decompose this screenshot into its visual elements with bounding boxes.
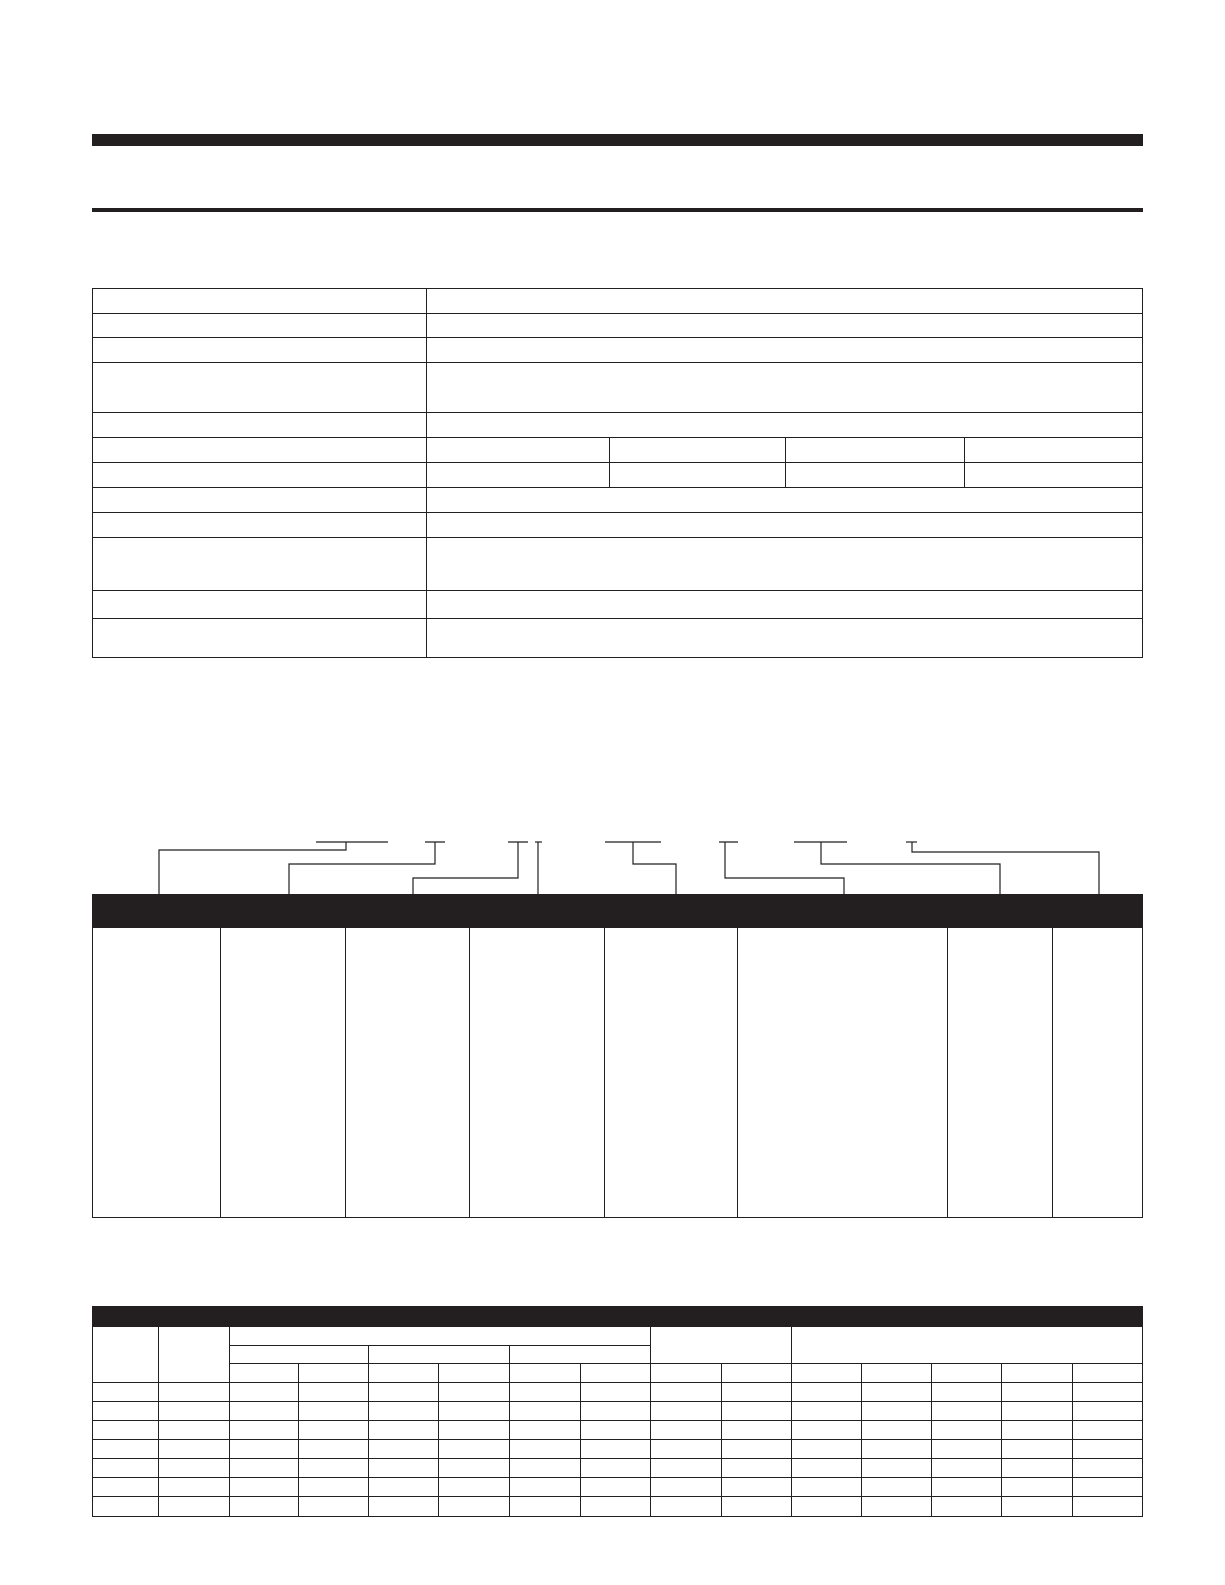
spec-label	[93, 438, 427, 462]
spec-subvalue	[965, 463, 1142, 487]
grid-line	[229, 1327, 230, 1517]
spec-subvalue	[610, 463, 786, 487]
spec-label	[93, 289, 427, 313]
spec-subvalue	[786, 438, 965, 462]
spec-value	[427, 488, 1142, 512]
spec-row	[93, 538, 1142, 591]
spec-row	[93, 513, 1142, 538]
grid-line	[861, 1363, 862, 1517]
spec-label	[93, 538, 427, 590]
spec-row	[93, 363, 1142, 413]
leader-line	[633, 842, 676, 894]
spec-value	[427, 363, 1142, 412]
grid-line	[368, 1345, 369, 1517]
ordering-column	[738, 928, 948, 1217]
ordering-column	[346, 928, 470, 1217]
spec-value	[427, 591, 1142, 618]
spec-label	[93, 363, 427, 412]
spec-row	[93, 488, 1142, 513]
spec-label	[93, 619, 427, 658]
spec-label	[93, 513, 427, 537]
ordering-column	[93, 928, 221, 1217]
spec-row	[93, 463, 1142, 488]
dimension-table-header	[92, 1306, 1143, 1327]
grid-line	[158, 1327, 159, 1517]
grid-line	[93, 1439, 1142, 1440]
spec-row	[93, 413, 1142, 438]
grid-line	[1072, 1363, 1073, 1517]
dimension-table	[92, 1327, 1143, 1517]
grid-line	[93, 1458, 1142, 1459]
grid-line	[1001, 1363, 1002, 1517]
ordering-column	[1053, 928, 1142, 1217]
grid-line	[509, 1345, 510, 1517]
spec-row	[93, 314, 1142, 338]
leader-line	[413, 842, 518, 894]
leader-line	[912, 842, 1099, 894]
spec-label	[93, 591, 427, 618]
spec-row	[93, 289, 1142, 314]
spec-label	[93, 338, 427, 362]
top-heavy-rule	[92, 134, 1143, 146]
spec-subvalue	[786, 463, 965, 487]
spec-value	[427, 314, 1142, 337]
leader-line	[725, 842, 844, 894]
spec-value	[427, 513, 1142, 537]
spec-row	[93, 438, 1142, 463]
spec-row	[93, 591, 1142, 619]
grid-line	[298, 1363, 299, 1517]
spec-label	[93, 463, 427, 487]
page-subtitle	[92, 240, 1143, 270]
grid-line	[721, 1363, 722, 1517]
ordering-table-header	[92, 894, 1143, 928]
ordering-header-text	[92, 894, 1143, 910]
grid-line	[229, 1363, 1142, 1364]
grid-line	[931, 1363, 932, 1517]
spec-subvalue	[965, 438, 1142, 462]
spec-value	[427, 289, 1142, 313]
leader-line	[821, 842, 1000, 894]
ordering-column	[605, 928, 738, 1217]
spec-row	[93, 619, 1142, 658]
spec-subvalue	[427, 438, 610, 462]
grid-line	[438, 1363, 439, 1517]
grid-line	[229, 1345, 650, 1346]
specification-table	[92, 288, 1143, 658]
dimension-header-text	[92, 1306, 1143, 1312]
grid-line	[93, 1477, 1142, 1478]
ordering-column	[221, 928, 346, 1217]
ordering-column	[948, 928, 1053, 1217]
spec-label	[93, 488, 427, 512]
grid-line	[650, 1327, 651, 1517]
page-title	[92, 160, 1143, 200]
title-underline-rule	[92, 208, 1143, 212]
part-number-diagram	[92, 830, 1143, 896]
spec-value	[427, 538, 1142, 590]
grid-line	[93, 1401, 1142, 1402]
leader-line	[159, 842, 346, 894]
grid-line	[580, 1363, 581, 1517]
spec-row	[93, 338, 1142, 363]
grid-line	[791, 1327, 792, 1517]
ordering-table	[92, 928, 1143, 1218]
grid-line	[93, 1420, 1142, 1421]
ordering-column	[470, 928, 605, 1217]
spec-subvalue	[610, 438, 786, 462]
spec-value	[427, 338, 1142, 362]
spec-label	[93, 413, 427, 437]
spec-value	[427, 619, 1142, 658]
grid-line	[93, 1496, 1142, 1497]
spec-label	[93, 314, 427, 337]
grid-line	[93, 1382, 1142, 1383]
spec-value	[427, 413, 1142, 437]
spec-subvalue	[427, 463, 610, 487]
